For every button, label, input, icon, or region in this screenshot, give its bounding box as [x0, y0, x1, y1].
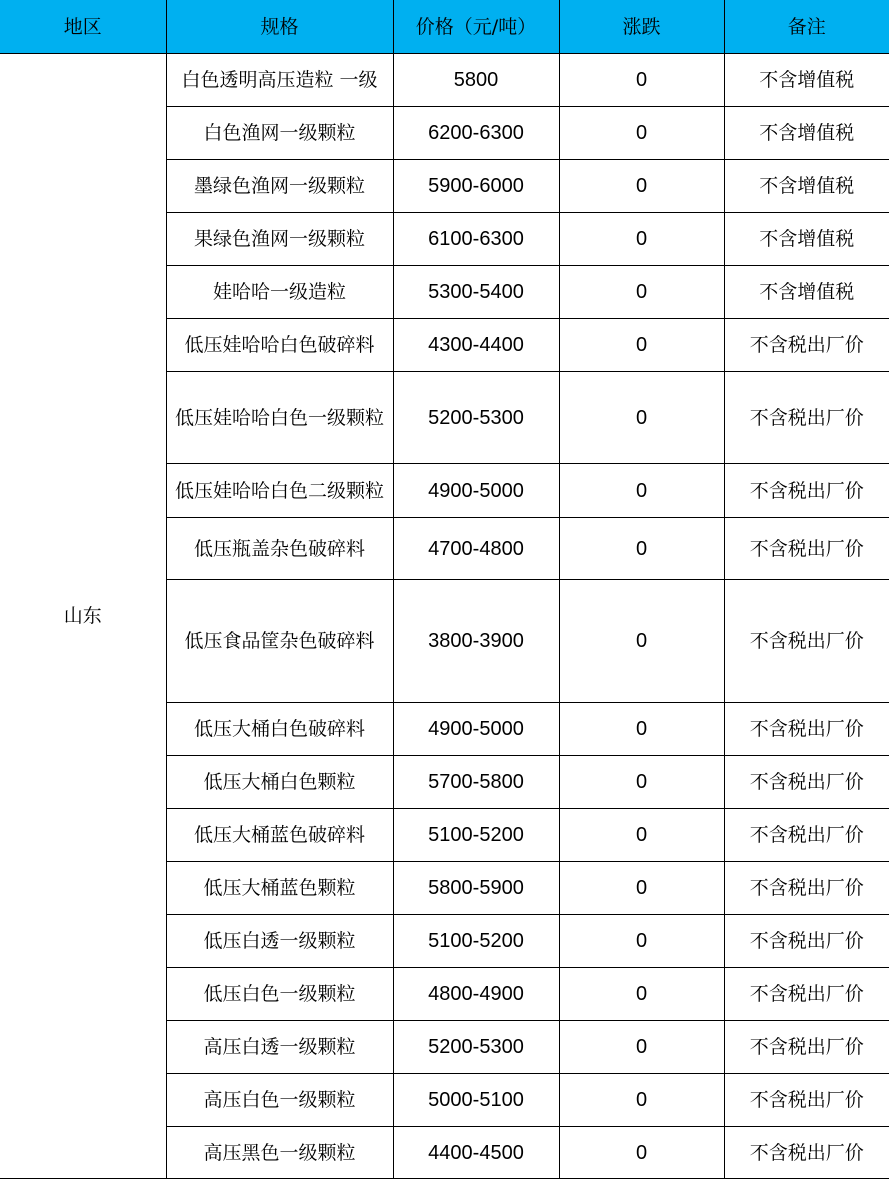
price-cell: 4800-4900 — [393, 968, 559, 1021]
price-cell: 6200-6300 — [393, 107, 559, 160]
change-cell: 0 — [559, 703, 724, 756]
note-cell: 不含税出厂价 — [724, 862, 889, 915]
change-cell: 0 — [559, 756, 724, 809]
note-cell: 不含增值税 — [724, 54, 889, 107]
change-cell: 0 — [559, 968, 724, 1021]
change-cell: 0 — [559, 1074, 724, 1127]
spec-cell: 白色渔网一级颗粒 — [166, 107, 393, 160]
note-cell: 不含税出厂价 — [724, 1021, 889, 1074]
spec-cell: 娃哈哈一级造粒 — [166, 266, 393, 319]
spec-cell: 低压娃哈哈白色一级颗粒 — [166, 372, 393, 464]
spec-cell: 高压白色一级颗粒 — [166, 1074, 393, 1127]
price-cell: 5900-6000 — [393, 160, 559, 213]
price-cell: 6100-6300 — [393, 213, 559, 266]
price-cell: 5100-5200 — [393, 915, 559, 968]
note-cell: 不含税出厂价 — [724, 372, 889, 464]
price-cell: 5700-5800 — [393, 756, 559, 809]
note-cell: 不含税出厂价 — [724, 809, 889, 862]
price-cell: 5000-5100 — [393, 1074, 559, 1127]
change-cell: 0 — [559, 518, 724, 580]
note-cell: 不含税出厂价 — [724, 756, 889, 809]
note-cell: 不含税出厂价 — [724, 580, 889, 703]
spec-cell: 低压娃哈哈白色破碎料 — [166, 319, 393, 372]
note-cell: 不含增值税 — [724, 107, 889, 160]
note-cell: 不含税出厂价 — [724, 1074, 889, 1127]
note-cell: 不含税出厂价 — [724, 915, 889, 968]
spec-cell: 果绿色渔网一级颗粒 — [166, 213, 393, 266]
change-cell: 0 — [559, 54, 724, 107]
price-cell: 5100-5200 — [393, 809, 559, 862]
price-cell: 5200-5300 — [393, 372, 559, 464]
change-cell: 0 — [559, 213, 724, 266]
spec-cell: 墨绿色渔网一级颗粒 — [166, 160, 393, 213]
price-cell: 5200-5300 — [393, 1021, 559, 1074]
table-row — [0, 54, 889, 107]
change-cell: 0 — [559, 809, 724, 862]
note-cell: 不含税出厂价 — [724, 1127, 889, 1179]
header-price: 价格（元/吨） — [393, 0, 559, 54]
change-cell: 0 — [559, 319, 724, 372]
note-cell: 不含增值税 — [724, 160, 889, 213]
change-cell: 0 — [559, 266, 724, 319]
note-cell: 不含税出厂价 — [724, 464, 889, 518]
price-cell: 4900-5000 — [393, 703, 559, 756]
spec-cell: 低压大桶蓝色破碎料 — [166, 809, 393, 862]
spec-cell: 低压大桶白色颗粒 — [166, 756, 393, 809]
change-cell: 0 — [559, 915, 724, 968]
spec-cell: 低压白透一级颗粒 — [166, 915, 393, 968]
price-cell: 5300-5400 — [393, 266, 559, 319]
spec-cell: 白色透明高压造粒 一级 — [166, 54, 393, 107]
note-cell: 不含税出厂价 — [724, 518, 889, 580]
change-cell: 0 — [559, 107, 724, 160]
region-cell: 山东 — [0, 54, 166, 1179]
table-body — [0, 54, 889, 1179]
spec-cell: 低压大桶蓝色颗粒 — [166, 862, 393, 915]
spec-cell: 低压大桶白色破碎料 — [166, 703, 393, 756]
change-cell: 0 — [559, 862, 724, 915]
note-cell: 不含增值税 — [724, 213, 889, 266]
spec-cell: 低压娃哈哈白色二级颗粒 — [166, 464, 393, 518]
note-cell: 不含税出厂价 — [724, 319, 889, 372]
change-cell: 0 — [559, 1127, 724, 1179]
note-cell: 不含税出厂价 — [724, 703, 889, 756]
table-header-row — [0, 0, 889, 54]
price-cell: 4400-4500 — [393, 1127, 559, 1179]
spec-cell: 高压白透一级颗粒 — [166, 1021, 393, 1074]
change-cell: 0 — [559, 1021, 724, 1074]
header-note: 备注 — [724, 0, 889, 54]
price-cell: 5800-5900 — [393, 862, 559, 915]
header-region: 地区 — [0, 0, 166, 54]
price-cell: 4300-4400 — [393, 319, 559, 372]
note-cell: 不含税出厂价 — [724, 968, 889, 1021]
price-cell: 3800-3900 — [393, 580, 559, 703]
change-cell: 0 — [559, 372, 724, 464]
note-cell: 不含增值税 — [724, 266, 889, 319]
spec-cell: 低压食品筐杂色破碎料 — [166, 580, 393, 703]
price-cell: 4900-5000 — [393, 464, 559, 518]
change-cell: 0 — [559, 464, 724, 518]
price-cell: 5800 — [393, 54, 559, 107]
spec-cell: 低压瓶盖杂色破碎料 — [166, 518, 393, 580]
spec-cell: 高压黑色一级颗粒 — [166, 1127, 393, 1179]
change-cell: 0 — [559, 160, 724, 213]
spec-cell: 低压白色一级颗粒 — [166, 968, 393, 1021]
header-change: 涨跌 — [559, 0, 724, 54]
price-cell: 4700-4800 — [393, 518, 559, 580]
change-cell: 0 — [559, 580, 724, 703]
header-spec: 规格 — [166, 0, 393, 54]
